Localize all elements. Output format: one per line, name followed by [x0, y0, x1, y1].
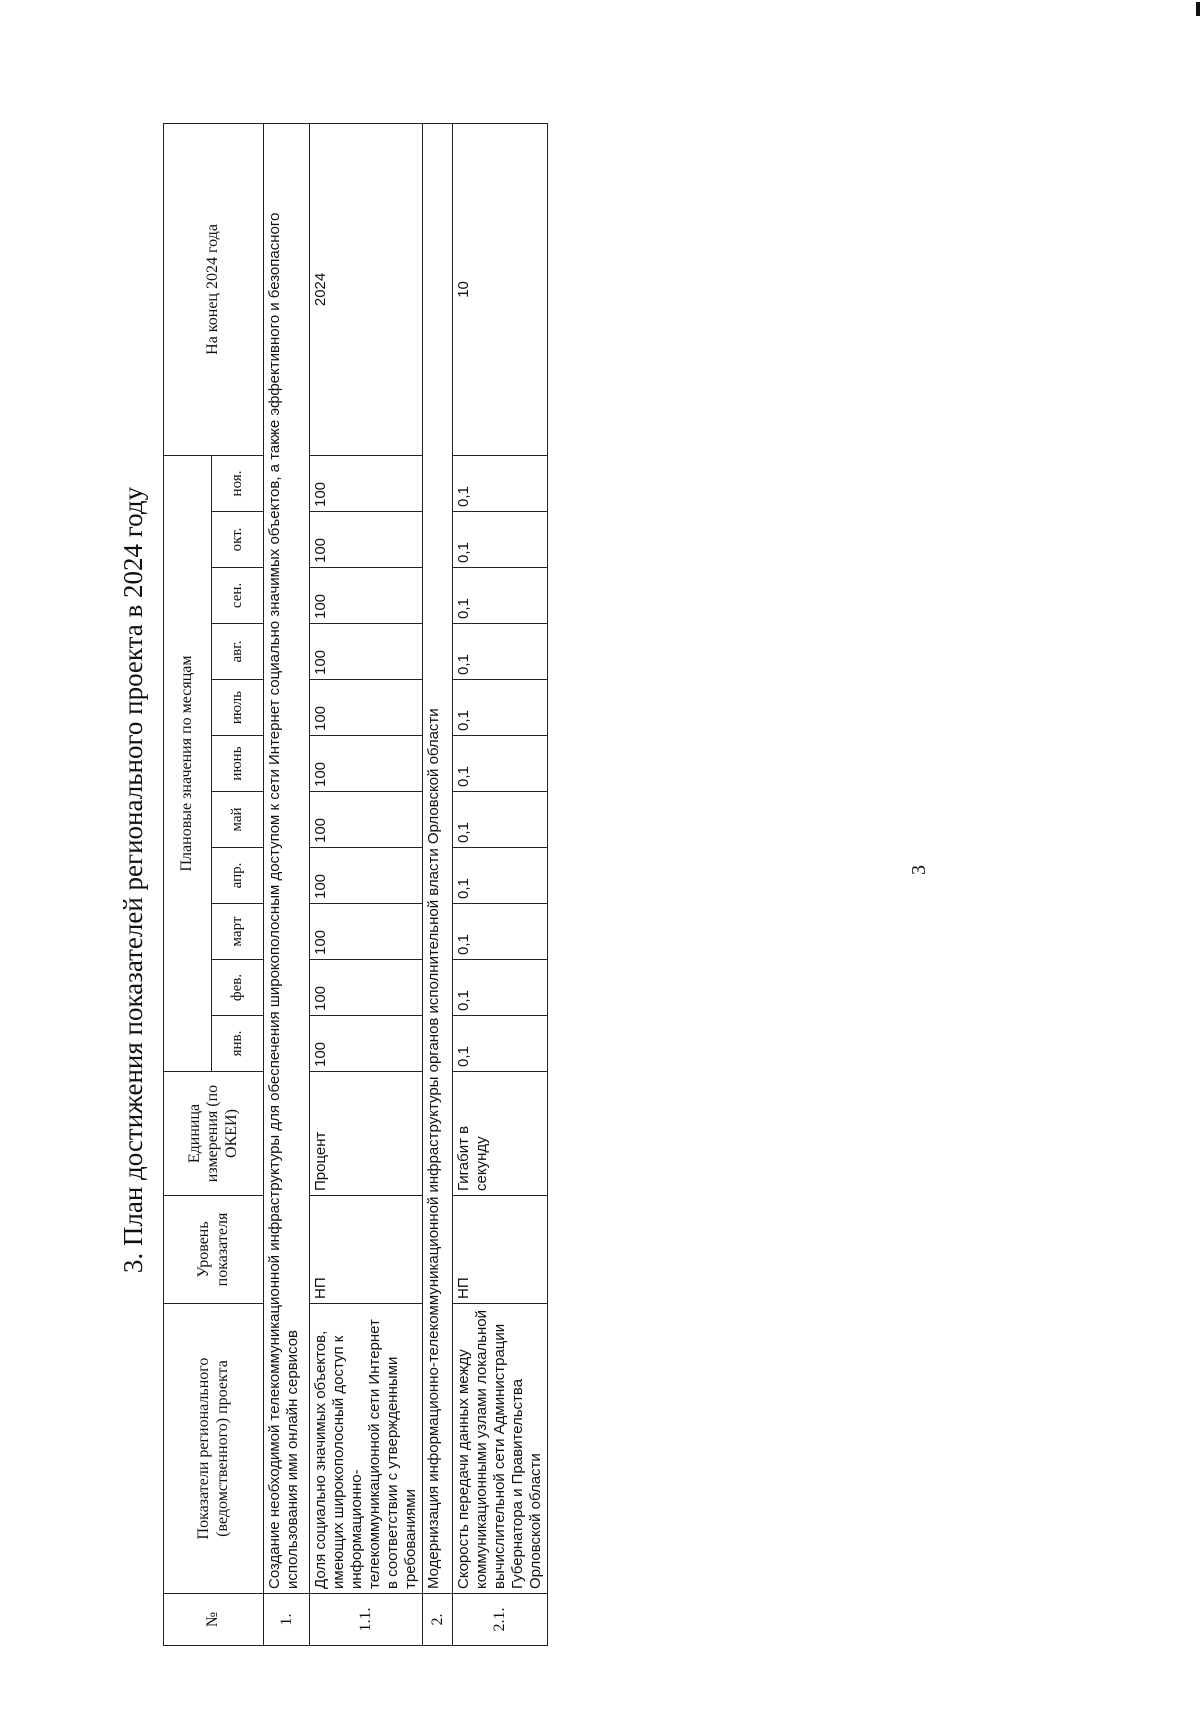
month-value: 0,1: [453, 792, 548, 848]
month-value: 0,1: [453, 512, 548, 568]
page-number: 3: [908, 865, 930, 875]
month-value: 100: [310, 792, 423, 848]
month-value: 0,1: [453, 568, 548, 624]
end-of-year-value: 2024: [310, 123, 423, 455]
end-of-year-value: 10: [453, 123, 548, 455]
section-number: 1.: [264, 1594, 310, 1646]
table-row: [310, 123, 423, 1645]
row-number: 1.1.: [310, 1594, 423, 1646]
month-value: 100: [310, 848, 423, 904]
month-value: 100: [310, 736, 423, 792]
indicator-name: Доля социально значимых объектов, имеющих широкополосный доступ к информационно-телекоммуникационной сети Интернет в соответствии с утвержденными требованиями: [310, 1304, 423, 1594]
header-level: Уровень показателя: [164, 1196, 264, 1304]
indicator-name: Скорость передачи данных между коммуникационными узлами локальной вычислительной сети Администрации Губернатора и Правительства Орловской области: [453, 1304, 548, 1594]
month-value: 100: [310, 680, 423, 736]
indicator-unit: Процент: [310, 1072, 423, 1196]
rotated-page: [118, 80, 1200, 1680]
scan-edge-mark: [1196, 2, 1200, 16]
header-unit: Единица измерения (по ОКЕИ): [164, 1072, 264, 1196]
month-value: 100: [310, 960, 423, 1016]
header-month: май: [212, 792, 264, 848]
month-value: 100: [310, 512, 423, 568]
month-value: 0,1: [453, 848, 548, 904]
indicator-level: НП: [453, 1196, 548, 1304]
month-value: 100: [310, 904, 423, 960]
month-value: 0,1: [453, 904, 548, 960]
month-value: 0,1: [453, 624, 548, 680]
header-month: авг.: [212, 624, 264, 680]
header-month: март: [212, 904, 264, 960]
header-month: янв.: [212, 1016, 264, 1072]
month-value: 0,1: [453, 960, 548, 1016]
header-month: ноя.: [212, 455, 264, 511]
month-value: 100: [310, 568, 423, 624]
header-indicator: Показатели регионального (ведомственного) проекта: [164, 1304, 264, 1594]
section-number: 2.: [423, 1594, 453, 1646]
section-title: Создание необходимой телекоммуникационной инфраструктуры для обеспечения широкополосным доступом к сети Интернет социально значимых объектов, а также эффективного и безопасного использования ими онлайн сервисов: [264, 123, 310, 1593]
header-month: фев.: [212, 960, 264, 1016]
header-month: сен.: [212, 568, 264, 624]
table-row: [453, 123, 548, 1645]
month-value: 0,1: [453, 455, 548, 511]
month-value: 0,1: [453, 736, 548, 792]
header-month: апр.: [212, 848, 264, 904]
month-value: 100: [310, 455, 423, 511]
indicators-table: [163, 123, 548, 1646]
header-month: окт.: [212, 512, 264, 568]
month-value: 100: [310, 624, 423, 680]
row-number: 2.1.: [453, 1594, 548, 1646]
indicator-level: НП: [310, 1196, 423, 1304]
header-month: июнь: [212, 736, 264, 792]
header-month: июль: [212, 680, 264, 736]
section-row: [264, 123, 310, 1645]
section-row: [423, 123, 453, 1645]
month-value: 100: [310, 1016, 423, 1072]
section-title: Модернизация информационно-телекоммуникационной инфраструктуры органов исполнительной власти Орловской области: [423, 123, 453, 1593]
header-monthly: Плановые значения по месяцам: [164, 455, 212, 1071]
indicator-unit: Гигабит в секунду: [453, 1072, 548, 1196]
page-title: 3. План достижения показателей регионального проекта в 2024 году: [118, 486, 148, 1274]
header-no: №: [164, 1594, 264, 1646]
month-value: 0,1: [453, 680, 548, 736]
month-value: 0,1: [453, 1016, 548, 1072]
header-end-of-year: На конец 2024 года: [164, 123, 264, 455]
